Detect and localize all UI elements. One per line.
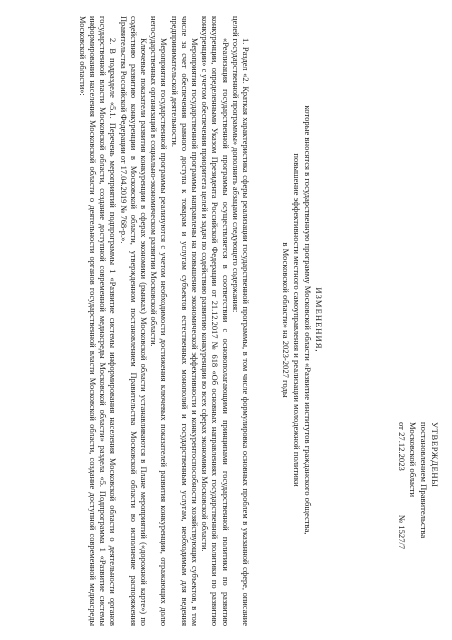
body-paragraph: 1. Раздел «2. Краткая характеристика сферы реализации государственной программы, в том числе формулировка основных проблем в указанной сфере, описание целей государственной программы» дополнить абзацами следующего содержания: bbox=[230, 16, 250, 626]
document-title-block bbox=[280, 60, 324, 580]
body-paragraph: Мероприятия государственной программы реализуются с учетом необходимости достижения ключевых показателей развития конкуренции, отражающих долю негосударственных организаций в социально-экономическом развитии Московской области. bbox=[149, 16, 169, 626]
approval-number-label: № bbox=[397, 514, 407, 524]
approval-line-2: Московской области bbox=[408, 422, 418, 498]
body-paragraph: «Реализация государственной программы осуществляется в соответствии с основополагающими принципами государственной политики по развитию конкуренции, определенными Указом Президента Российской Федерации от 21.12.2017 № 618 «Об основных направлениях государственной политики по развитию конкуренции» с учетом обеспечения приоритета целей и задач по содействию развитию конкуренции во всех сферах экономики Московской области. bbox=[200, 16, 230, 626]
approval-date: 27.12.2023 bbox=[397, 432, 407, 471]
approval-heading: УТВЕРЖДЕНЫ bbox=[430, 422, 440, 488]
approval-line-1: постановлением Правительства bbox=[419, 422, 429, 539]
document-body bbox=[77, 16, 250, 626]
approval-number: 1527/7 bbox=[397, 525, 407, 550]
body-paragraph: Мероприятия государственной программы направлены на повышение экономической эффективности и конкурентоспособности хозяйствующих субъектов, в том числе за счет обеспечения равного доступа к товарам и услугам субъектов естественных монополий и государственным услугам, необходимым для ведения предпринимательской деятельности. bbox=[169, 16, 199, 626]
body-paragraph: Ключевые показатели развития конкуренции в сферах экономики (рынках) Московской области устанавливаются в Плане мероприятий («дорожной карте») по содействию развитию конкуренции в Московской области, утвержденном постановлением Правительства Московской области во исполнение распоряжения Правительства Российской Федерации от 17.04.2019 № 768-р.». bbox=[118, 16, 148, 626]
approval-date-line bbox=[396, 422, 407, 632]
document-subtitle-line-2: повышение эффективности местного самоуправления и реализации молодежной политики bbox=[292, 153, 302, 487]
body-paragraph: 2. В подразделе «5.1. Перечень мероприятий подпрограммы 1 «Развитие системы информирования населения Московской области о деятельности органов государственной власти Московской области, создание доступной современной медиасреды Московской области» раздела «5. Подпрограмма 1 «Развитие системы информирования населения Московской области о деятельности органов государственной власти Московской области, создание доступной современной медиасреды Московской области»: bbox=[77, 16, 118, 626]
approval-stamp bbox=[396, 422, 440, 632]
document-subtitle-line-1: которые вносятся в государственную программу Московской области «Развитие институтов гражданского общества, bbox=[303, 105, 313, 535]
document-title: ИЗМЕНЕНИЯ, bbox=[314, 287, 324, 353]
approval-date-prefix: от bbox=[397, 422, 407, 430]
document-subtitle-line-3: в Московской области» на 2023-2027 годы bbox=[281, 242, 291, 398]
